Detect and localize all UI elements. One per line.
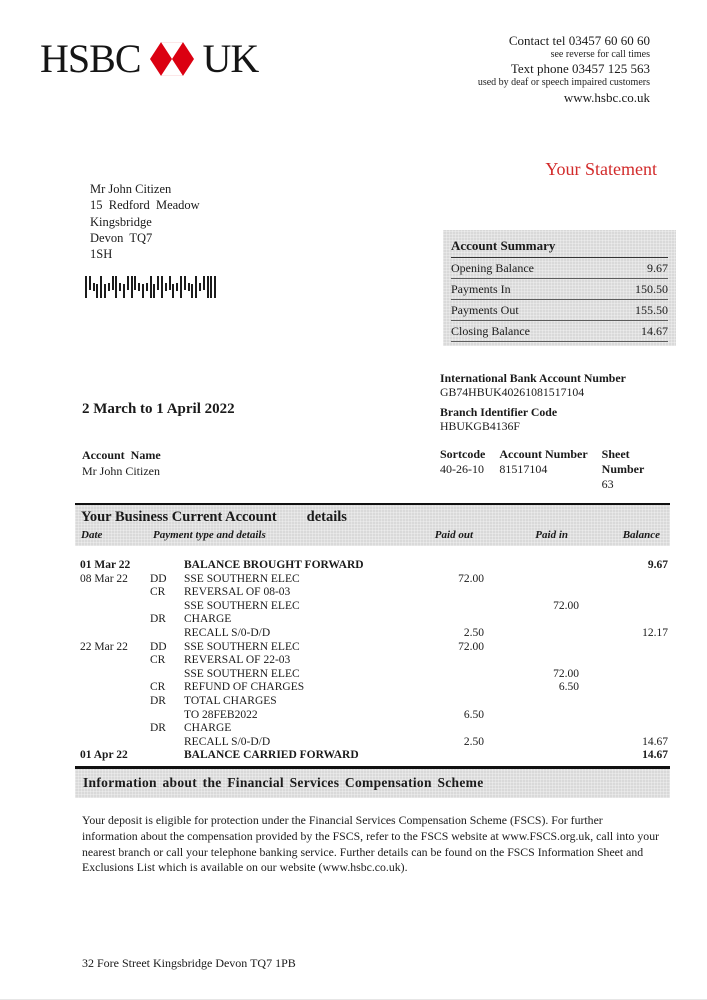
fscs-title: Information about the Financial Services Compensation Scheme — [83, 775, 484, 790]
summary-row — [451, 258, 668, 279]
cell-type — [150, 600, 184, 614]
cell-date — [80, 736, 150, 750]
barcode-bar — [93, 283, 95, 291]
cell-type: DD — [150, 640, 167, 653]
barcode-bar — [134, 276, 136, 290]
table-row — [80, 641, 668, 655]
cell-out — [384, 749, 484, 763]
cell-date — [80, 613, 150, 627]
summary-label: Payments Out — [451, 303, 519, 317]
cell-details: RECALL S/0-D/D — [184, 735, 271, 748]
cell-in — [484, 613, 579, 627]
fscs-body-text: Your deposit is eligible for protection under the Financial Services Compensation Scheme (FSCS). For further information about the compensation provided by the FSCS, refer to the FSCS website at www.FSCS.org.uk, call into your nearest branch or call your telephone banking service. Further details can be found on the FSCS Information Sheet and Exclusions List which is available on our website (www.hsbc.co.uk). — [82, 813, 660, 875]
cell-out — [384, 668, 484, 682]
cell-type — [150, 749, 184, 763]
cell-out — [384, 600, 484, 614]
barcode-bar — [138, 283, 140, 291]
summary-value: 9.67 — [647, 261, 668, 275]
cell-date — [80, 681, 150, 695]
cell-out — [384, 695, 484, 709]
summary-value: 14.67 — [641, 324, 668, 338]
table-row — [80, 559, 668, 573]
barcode-bar — [195, 276, 197, 298]
cell-balance: 12.17 — [642, 626, 668, 639]
barcode-bar — [199, 283, 201, 291]
cell-details: RECALL S/0-D/D — [184, 626, 271, 639]
account-summary-table — [443, 230, 676, 346]
barcode-bar — [184, 276, 186, 290]
barcode-bar — [112, 276, 114, 290]
statement-period: 2 March to 1 April 2022 — [82, 401, 235, 417]
cell-balance — [579, 600, 668, 614]
barcode-bar — [108, 283, 110, 291]
barcode-bar — [146, 283, 148, 291]
cell-balance — [579, 722, 668, 736]
transactions-title-main: Your Business Current Account — [81, 509, 277, 525]
summary-label: Payments In — [451, 282, 511, 296]
branch-address-footer: 32 Fore Street Kingsbridge Devon TQ7 1PB — [82, 956, 296, 970]
summary-row — [451, 321, 668, 342]
cell-date — [80, 654, 150, 668]
table-row — [80, 613, 668, 627]
cell-out — [384, 722, 484, 736]
cell-out — [384, 586, 484, 600]
barcode-bar — [115, 276, 117, 298]
cell-details: REFUND OF CHARGES — [184, 681, 305, 694]
table-row — [80, 736, 668, 750]
cell-date — [80, 627, 150, 641]
cell-in — [484, 627, 579, 641]
barcode-bar — [153, 284, 155, 298]
cell-out: 2.50 — [463, 735, 484, 748]
col-header-paid-out: Paid out — [434, 529, 473, 541]
account-summary-title: Account Summary — [451, 236, 668, 258]
cell-date: 01 Mar 22 — [80, 559, 131, 571]
barcode-bar — [100, 276, 102, 298]
barcode-bar — [89, 276, 91, 290]
cell-type — [150, 627, 184, 641]
account-name-label: Account Name — [82, 448, 161, 462]
cell-balance — [579, 573, 668, 587]
cell-type: CR — [150, 681, 166, 694]
barcode-bar — [142, 284, 144, 298]
summary-row — [451, 279, 668, 300]
summary-value: 155.50 — [635, 303, 668, 317]
statement-title: Your Statement — [545, 159, 657, 179]
cell-balance — [579, 641, 668, 655]
barcode-bar — [131, 276, 133, 298]
transactions-column-headers — [81, 526, 662, 544]
cell-details: CHARGE — [184, 613, 232, 626]
table-row — [80, 627, 668, 641]
cell-balance — [579, 681, 668, 695]
bic-label: Branch Identifier Code — [440, 405, 558, 419]
iban-value: GB74HBUK40261081517104 — [440, 385, 585, 399]
transactions-header — [75, 503, 670, 546]
cell-in — [484, 641, 579, 655]
cell-out — [384, 654, 484, 668]
table-row — [80, 586, 668, 600]
barcode-bar — [119, 283, 121, 291]
cell-balance — [579, 654, 668, 668]
barcode-bar — [161, 276, 163, 298]
cell-details: BALANCE BROUGHT FORWARD — [184, 559, 364, 571]
mail-barcode — [85, 276, 218, 298]
cell-type: CR — [150, 654, 166, 667]
barcode-bar — [210, 276, 212, 298]
contact-block — [478, 33, 650, 106]
account-number-value: 81517104 — [499, 462, 548, 476]
barcode-bar — [150, 276, 152, 298]
cell-date: 22 Mar 22 — [80, 640, 128, 653]
cell-balance — [579, 668, 668, 682]
cell-details: TO 28FEB2022 — [184, 708, 258, 721]
sortcode-label: Sortcode — [440, 447, 486, 461]
brand-uk-text: UK — [202, 36, 259, 81]
account-number-block — [499, 447, 587, 492]
barcode-bar — [85, 276, 87, 298]
col-header-paid-in: Paid in — [535, 529, 568, 541]
summary-row — [451, 300, 668, 321]
sortcode-value: 40-26-10 — [440, 462, 484, 476]
cell-in — [484, 736, 579, 750]
cell-details: REVERSAL OF 22-03 — [184, 654, 291, 667]
account-name-block — [82, 447, 161, 479]
cell-balance — [579, 709, 668, 723]
cell-details: SSE SOUTHERN ELEC — [184, 599, 300, 612]
cell-in — [484, 573, 579, 587]
transactions-title — [81, 509, 662, 526]
contact-textphone-note: used by deaf or speech impaired customers — [477, 77, 650, 88]
cell-out: 6.50 — [463, 708, 484, 721]
address-line: Mr John Citizen — [90, 182, 172, 196]
cell-type — [150, 559, 184, 573]
fscs-section — [75, 766, 670, 875]
cell-type: CR — [150, 586, 166, 599]
cell-in — [484, 695, 579, 709]
cell-date — [80, 722, 150, 736]
table-row — [80, 695, 668, 709]
barcode-bar — [172, 284, 174, 298]
barcode-bar — [127, 276, 129, 290]
table-row — [80, 654, 668, 668]
barcode-bar — [203, 276, 205, 290]
cell-details: SSE SOUTHERN ELEC — [184, 667, 300, 680]
contact-textphone: Text phone 03457 125 563 — [510, 61, 650, 76]
cell-out: 2.50 — [463, 626, 484, 639]
cell-details: SSE SOUTHERN ELEC — [184, 640, 300, 653]
transactions-title-suffix: details — [306, 509, 347, 525]
barcode-bar — [165, 283, 167, 291]
cell-type — [150, 709, 184, 723]
sortcode-block — [440, 447, 485, 492]
account-name-value: Mr John Citizen — [82, 464, 160, 478]
cell-in — [484, 586, 579, 600]
barcode-bar — [214, 276, 216, 298]
barcode-bar — [180, 276, 182, 298]
cell-type: DR — [150, 722, 166, 735]
cell-in: 72.00 — [553, 599, 579, 612]
contact-tel: Contact tel 03457 60 60 60 — [508, 33, 650, 48]
table-row — [80, 681, 668, 695]
cell-in — [484, 749, 579, 763]
cell-balance — [579, 695, 668, 709]
cell-balance: 14.67 — [642, 749, 668, 762]
table-row — [80, 668, 668, 682]
summary-value: 150.50 — [635, 282, 668, 296]
bank-identifiers — [440, 371, 626, 433]
cell-in — [484, 709, 579, 723]
transactions-table — [75, 503, 670, 763]
col-header-date: Date — [81, 529, 103, 541]
barcode-bar — [207, 276, 209, 298]
cell-type: DD — [150, 572, 167, 585]
address-line: Devon TQ7 — [90, 230, 153, 245]
table-row — [80, 722, 668, 736]
address-line: Kingsbridge — [90, 214, 152, 229]
cell-details: BALANCE CARRIED FORWARD — [184, 749, 359, 762]
contact-website-link: www.hsbc.co.uk — [563, 90, 650, 105]
table-row — [80, 573, 668, 587]
cell-date: 08 Mar 22 — [80, 572, 128, 585]
col-header-details: Payment type and details — [153, 529, 266, 541]
cell-details: REVERSAL OF 08-03 — [184, 586, 291, 599]
cell-details: TOTAL CHARGES — [184, 694, 277, 707]
account-number-label: Account Number — [499, 447, 588, 461]
table-row — [80, 709, 668, 723]
cell-date: 01 Apr 22 — [80, 749, 128, 762]
cell-date — [80, 600, 150, 614]
cell-balance: 9.67 — [647, 559, 668, 571]
cell-in: 72.00 — [553, 667, 579, 680]
address-line: 1SH — [90, 247, 113, 262]
barcode-bar — [188, 283, 190, 291]
cell-out: 72.00 — [458, 640, 484, 653]
cell-out — [384, 613, 484, 627]
barcode-bar — [191, 284, 193, 298]
cell-details: SSE SOUTHERN ELEC — [184, 572, 300, 585]
barcode-bar — [96, 284, 98, 298]
brand-hsbc-text: HSBC — [40, 36, 141, 81]
iban-label: International Bank Account Number — [440, 371, 626, 385]
cell-in — [484, 722, 579, 736]
contact-tel-note: see reverse for call times — [550, 49, 650, 60]
sheet-number-value: 63 — [601, 477, 614, 491]
barcode-bar — [157, 276, 159, 290]
cell-in: 6.50 — [558, 681, 579, 694]
fscs-banner — [75, 766, 670, 798]
barcode-bar — [176, 283, 178, 291]
table-row — [80, 749, 668, 763]
col-header-balance: Balance — [622, 529, 660, 541]
cell-date — [80, 586, 150, 600]
cell-details: CHARGE — [184, 722, 232, 735]
cell-in — [484, 654, 579, 668]
cell-date — [80, 668, 150, 682]
cell-balance: 14.67 — [642, 735, 668, 748]
sheet-number-block — [602, 447, 666, 492]
address-line: 15 Redford Meadow — [90, 198, 200, 213]
account-ids-block — [440, 447, 666, 492]
account-summary-rows — [451, 258, 668, 342]
cell-balance — [579, 586, 668, 600]
barcode-bar — [104, 284, 106, 298]
cell-out — [384, 681, 484, 695]
summary-label: Closing Balance — [451, 324, 530, 338]
hsbc-uk-logo — [40, 36, 258, 82]
cell-balance — [579, 613, 668, 627]
cell-out: 72.00 — [458, 572, 484, 585]
cell-date — [80, 695, 150, 709]
summary-label: Opening Balance — [451, 261, 534, 275]
barcode-bar — [123, 284, 125, 298]
hsbc-hexagon-icon — [150, 42, 194, 76]
cell-type — [150, 736, 184, 750]
barcode-bar — [169, 276, 171, 290]
bic-value: HBUKGB4136F — [440, 419, 520, 433]
cell-in — [484, 559, 579, 573]
cell-type — [150, 668, 184, 682]
cell-type: DR — [150, 613, 166, 626]
transactions-body — [75, 546, 670, 763]
cell-date — [80, 709, 150, 723]
sheet-number-label: Sheet Number — [601, 447, 645, 476]
cell-out — [384, 559, 484, 573]
table-row — [80, 600, 668, 614]
recipient-address — [90, 181, 200, 262]
cell-type: DR — [150, 694, 166, 707]
